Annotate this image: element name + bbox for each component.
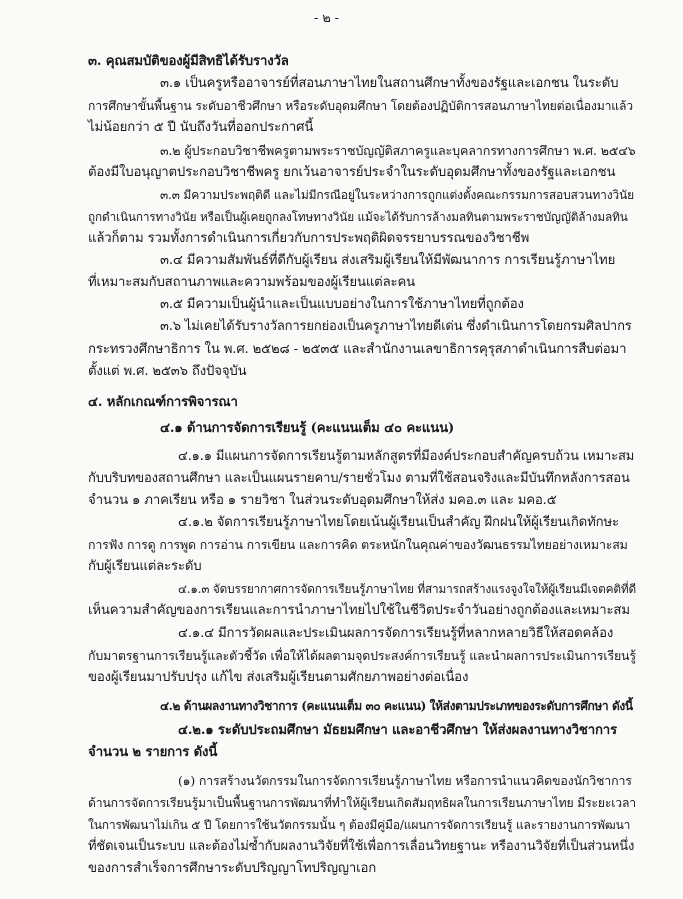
section-4-2-heading: ๔.๒ ด้านผลงานทางวิชาการ (คะแนนเต็ม ๓๐ คะแนน) ให้ส่งตามประเภทของระดับการศึกษา ดังนี้ xyxy=(160,699,633,713)
section-3-line: กระทรวงศึกษาธิการ ใน พ.ศ. ๒๕๒๘ - ๒๕๓๕ และสำนักงานเลขาธิการคุรุสภาดำเนินการสืบต่อมา xyxy=(88,342,627,357)
section-4-1-line: จำนวน ๑ ภาคเรียน หรือ ๑ รายวิชา ในส่วนระดับอุดมศึกษาให้ส่ง มคอ.๓ และ มคอ.๕ xyxy=(88,493,557,508)
section-3-line: ๓.๓ มีความประพฤติดี และไม่มีกรณีอยู่ในระหว่างการถูกแต่งตั้งคณะกรรมการสอบสวนทางวินัย xyxy=(160,188,634,202)
section-3-line: ตั้งแต่ พ.ศ. ๒๕๓๖ ถึงปัจจุบัน xyxy=(88,364,247,379)
section-4-1-line: กับมาตรฐานการเรียนรู้และตัวชี้วัด เพื่อให้ได้ผลตามจุดประสงค์การเรียนรู้ และนำผลการประเมินการเรียนรู้ xyxy=(88,648,636,663)
section-3-line: ที่เหมาะสมกับสถานภาพและความพร้อมของผู้เรียนแต่ละคน xyxy=(88,275,415,290)
section-4-1-line: ของผู้เรียนมาปรับปรุง แก้ไข ส่งเสริมผู้เรียนตามศักยภาพอย่างต่อเนื่อง xyxy=(88,670,469,685)
section-4-2-1-line: ด้านการจัดการเรียนรู้มาเป็นพื้นฐานการพัฒนาที่ทำให้ผู้เรียนเกิดสัมฤทธิผลในการเรียนภาษาไทย มีระยะเวลา xyxy=(88,796,636,810)
section-4-1-heading: ๔.๑ ด้านการจัดการเรียนรู้ (คะแนนเต็ม ๔๐ คะแนน) xyxy=(160,421,455,436)
section-4-2-1-line: ของการสำเร็จการศึกษาระดับปริญญาโทปริญญาเอก xyxy=(88,861,377,876)
section-3-line: ต้องมีใบอนุญาตประกอบวิชาชีพครู ยกเว้นอาจารย์ประจำในระดับอุดมศึกษาทั้งของรัฐและเอกชน xyxy=(88,165,616,180)
section-4-2-1-heading-cont: จำนวน ๒ รายการ ดังนี้ xyxy=(88,745,218,760)
section-4-1-line: ๔.๑.๒ จัดการเรียนรู้ภาษาไทยโดยเน้นผู้เรียนเป็นสำคัญ ฝึกฝนให้ผู้เรียนเกิดทักษะ xyxy=(178,515,619,530)
section-3-line: ๓.๕ มีความเป็นผู้นำและเป็นแบบอย่างในการใช้ภาษาไทยที่ถูกต้อง xyxy=(160,297,524,312)
section-4-2-1-line: ในการพัฒนาไม่เกิน ๕ ปี โดยการใช้นวัตกรรมนั้น ๆ ต้องมีคู่มือ/แผนการจัดการเรียนรู้ และรายงานการพัฒนา xyxy=(88,818,631,832)
section-4-2-1-line: ที่ชัดเจนเป็นระบบ และต้องไม่ซ้ำกับผลงานวิจัยที่ใช้เพื่อการเลื่อนวิทยฐานะ หรืองานวิจัยที่เป็นส่วนหนึ่ง xyxy=(88,839,635,854)
section-4-1-line: เห็นความสำคัญของการเรียนและการนำภาษาไทยไปใช้ในชีวิตประจำวันอย่างถูกต้องและเหมาะสม xyxy=(88,603,630,618)
section-4-1-line: ๔.๑.๔ มีการวัดผลและประเมินผลการจัดการเรียนรู้ที่หลากหลายวิธีให้สอดคล้อง xyxy=(178,626,614,641)
section-3-line: ๓.๖ ไม่เคยได้รับรางวัลการยกย่องเป็นครูภาษาไทยดีเด่น ซึ่งดำเนินการโดยกรมศิลปากร xyxy=(160,319,632,334)
section-4-2-1-line: (๑) การสร้างนวัตกรรมในการจัดการเรียนรู้ภาษาไทย หรือการนำแนวคิดของนักวิชาการ xyxy=(178,773,632,788)
section-3-line: การศึกษาขั้นพื้นฐาน ระดับอาชีวศึกษา หรือระดับอุดมศึกษา โดยต้องปฏิบัติการสอนภาษาไทยต่อเนื่องมาแล้ว xyxy=(88,99,633,113)
section-3-line: ถูกดำเนินการทางวินัย หรือเป็นผู้เคยถูกลงโทษทางวินัย แม้จะได้รับการล้างมลทินตามพระราชบัญญัติล้างมลทิน xyxy=(88,210,628,224)
section-4-1-line: ๔.๑.๓ จัดบรรยากาศการจัดการเรียนรู้ภาษาไทย ที่สามารถสร้างแรงจูงใจให้ผู้เรียนมีเจตคติที่ดี xyxy=(178,582,636,596)
section-4-1-line: การฟัง การดู การพูด การอ่าน การเขียน และการคิด ตระหนักในคุณค่าของวัฒนธรรมไทยอย่างเหมาะสม xyxy=(88,537,628,552)
section-3-line: ๓.๒ ผู้ประกอบวิชาชีพครูตามพระราชบัญญัติสภาครูและบุคลากรทางการศึกษา พ.ศ. ๒๕๔๖ xyxy=(160,143,636,158)
section-4-1-line: กับบริบทของสถานศึกษา และเป็นแผนรายคาบ/รายชั่วโมง ตามที่ใช้สอนจริงและมีบันทึกหลังการสอน xyxy=(88,471,630,486)
section-4-heading: ๔. หลักเกณฑ์การพิจารณา xyxy=(88,395,238,410)
section-3-heading: ๓. คุณสมบัติของผู้มีสิทธิได้รับรางวัล xyxy=(88,54,289,69)
section-3-line: แล้วก็ตาม รวมทั้งการดำเนินการเกี่ยวกับการประพฤติผิดจรรยาบรรณของวิชาชีพ xyxy=(88,231,530,246)
section-3-line: ๓.๑ เป็นครูหรืออาจารย์ที่สอนภาษาไทยในสถานศึกษาทั้งของรัฐและเอกชน ในระดับ xyxy=(160,76,619,91)
section-3-line: ไม่น้อยกว่า ๕ ปี นับถึงวันที่ออกประกาศนี้ xyxy=(88,120,314,135)
section-4-1-line: กับผู้เรียนแต่ละระดับ xyxy=(88,559,202,574)
section-3-line: ๓.๔ มีความสัมพันธ์ที่ดีกับผู้เรียน ส่งเสริมผู้เรียนให้มีพัฒนาการ การเรียนรู้ภาษาไทย xyxy=(160,253,616,268)
section-4-2-1-heading: ๔.๒.๑ ระดับประถมศึกษา มัธยมศึกษา และอาชีวศึกษา ให้ส่งผลงานทางวิชาการ xyxy=(178,723,617,738)
section-4-1-line: ๔.๑.๑ มีแผนการจัดการเรียนรู้ตามหลักสูตรที่มีองค์ประกอบสำคัญครบถ้วน เหมาะสม xyxy=(178,449,635,464)
page-number: - ๒ - xyxy=(314,11,339,26)
